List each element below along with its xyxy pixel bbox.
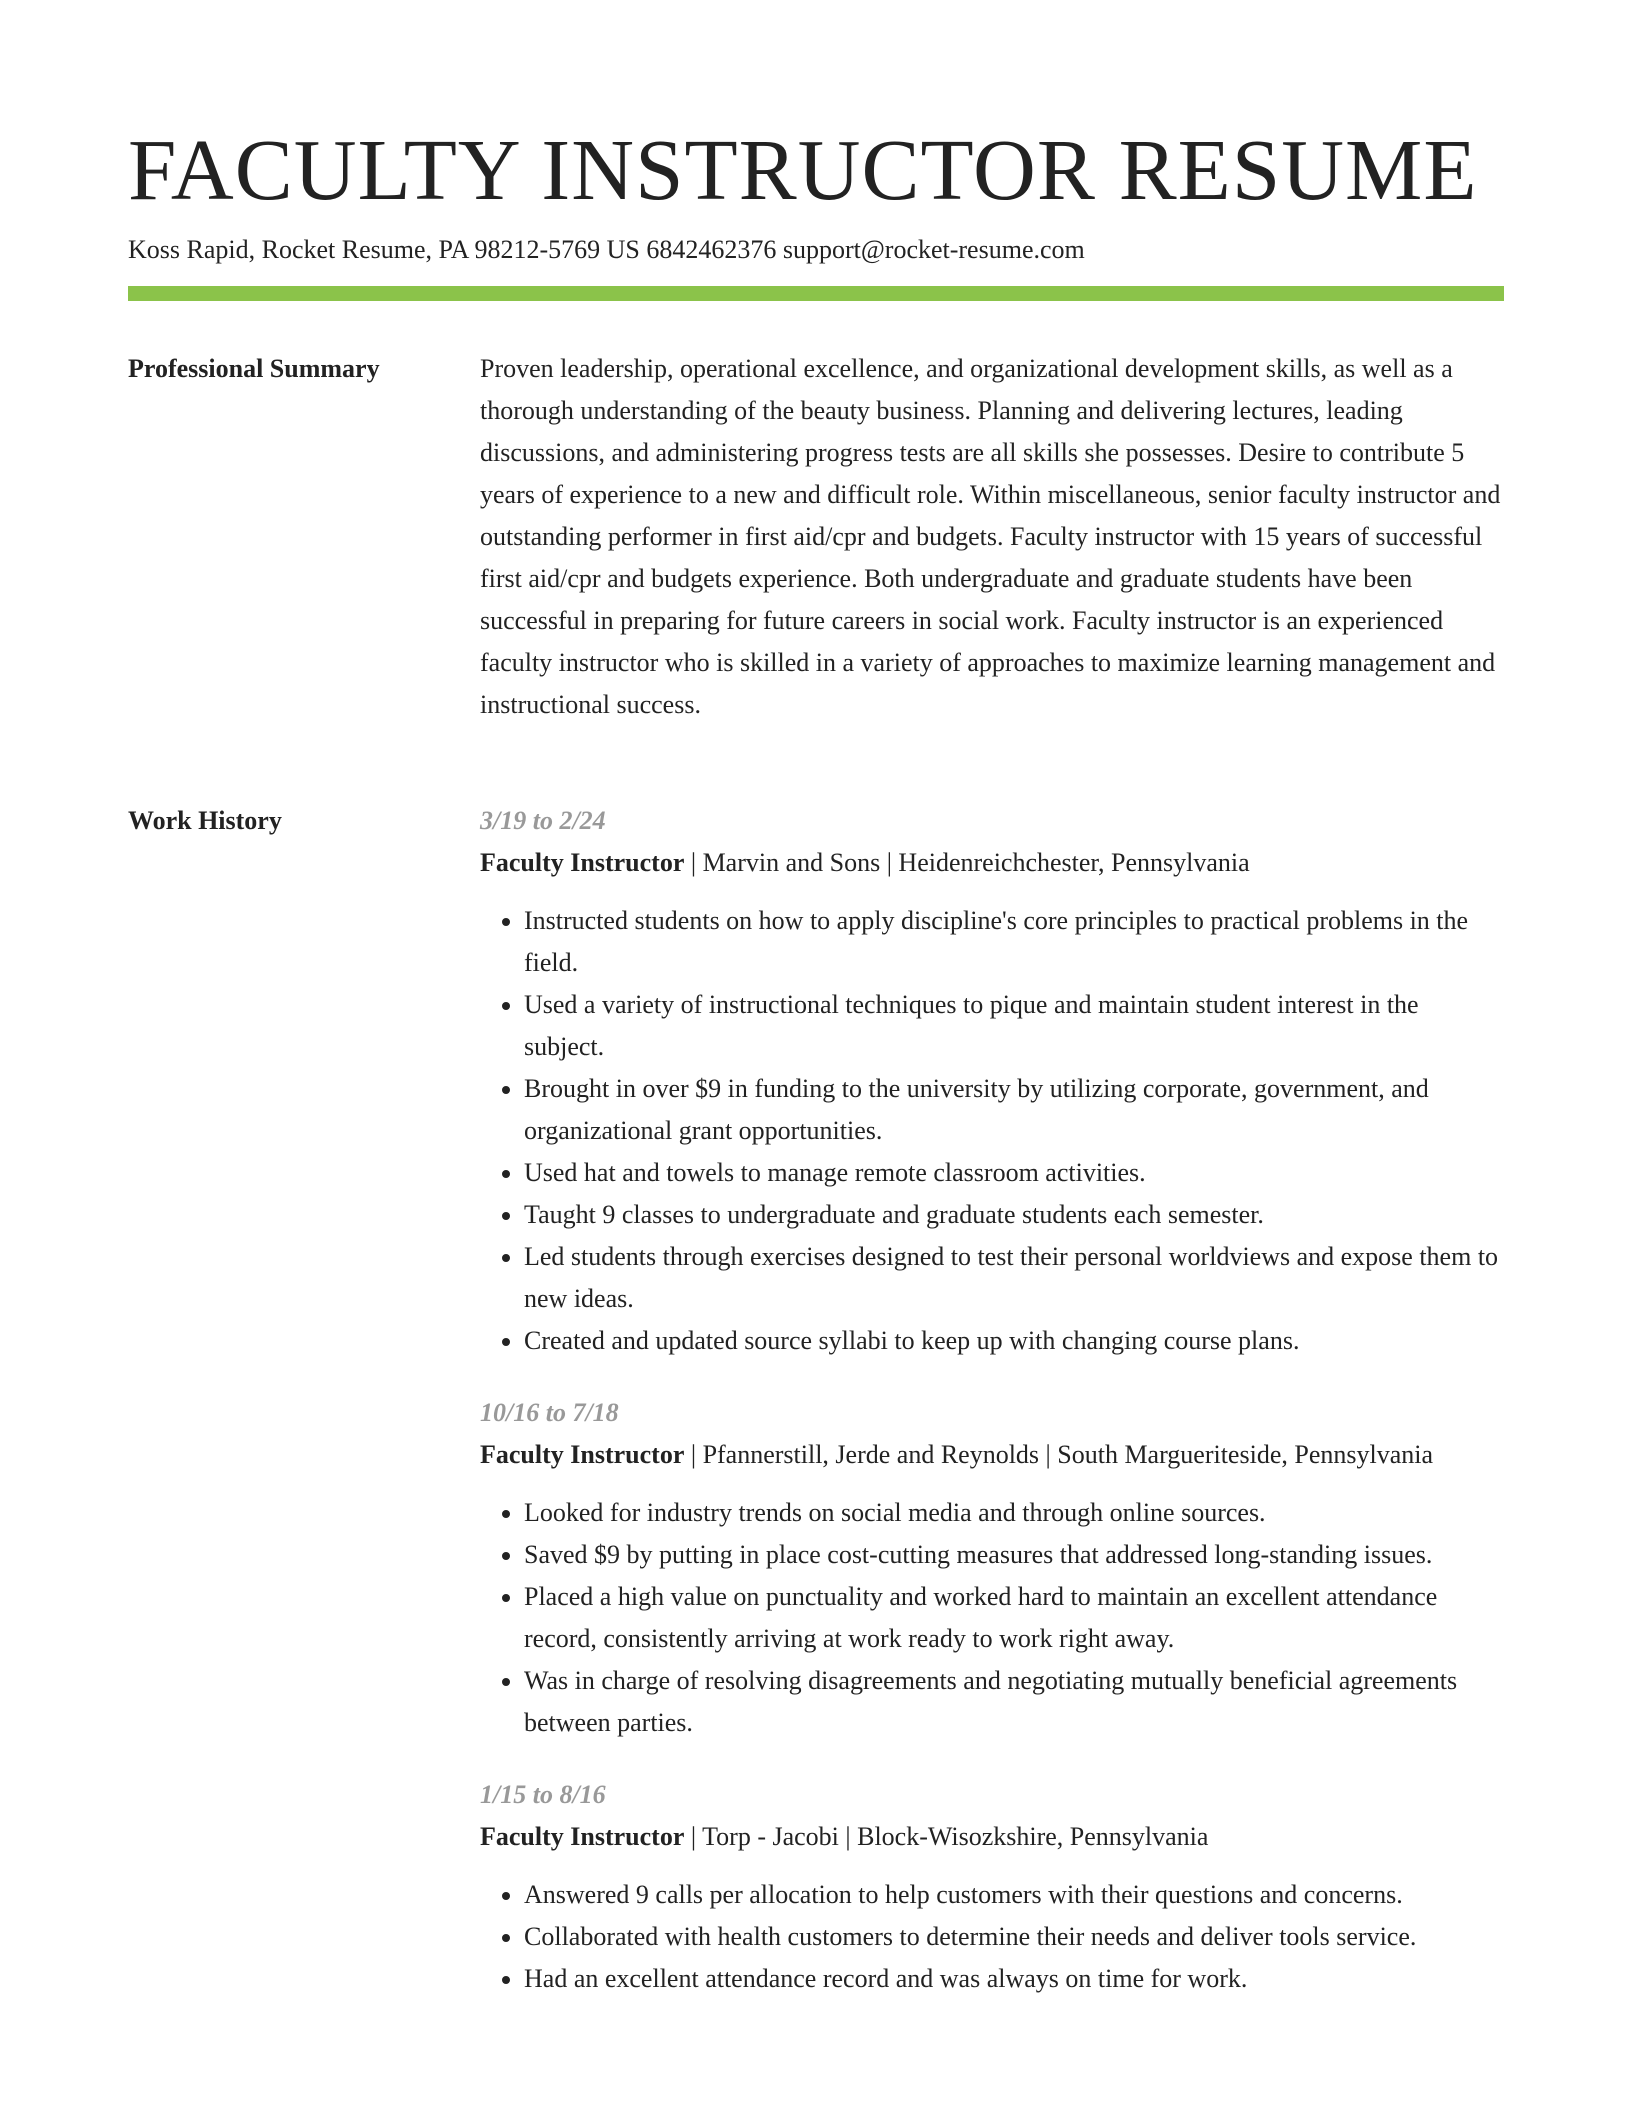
job-bullet: • Instructed students on how to apply discipline's core principles to practical problems in the field. — [524, 900, 1504, 984]
section-label-professional-summary: Professional Summary — [128, 354, 380, 383]
professional-summary-body — [480, 348, 1504, 726]
job-bullet: • Placed a high value on punctuality and worked hard to maintain an excellent attendance record, consistently arriving at work ready to work right away. — [524, 1576, 1504, 1660]
job-bullet: • Used a variety of instructional techniques to pique and maintain student interest in the subject. — [524, 984, 1504, 1068]
section-label-work-history: Work History — [128, 806, 282, 835]
job-heading — [480, 1434, 1504, 1476]
job-dates: 1/15 to 8/16 — [480, 1780, 606, 1809]
job-bullets — [480, 1874, 1504, 2000]
job-title: Faculty Instructor — [480, 1440, 685, 1469]
job-title: Faculty Instructor — [480, 848, 685, 877]
job-bullet: • Taught 9 classes to undergraduate and graduate students each semester. — [524, 1194, 1504, 1236]
job-bullet: • Created and updated source syllabi to keep up with changing course plans. — [524, 1320, 1504, 1362]
job-bullet: • Had an excellent attendance record and was always on time for work. — [524, 1958, 1504, 2000]
work-history-body — [480, 800, 1504, 2030]
job-bullet: • Answered 9 calls per allocation to help customers with their questions and concerns. — [524, 1874, 1504, 1916]
job-bullet: • Collaborated with health customers to determine their needs and deliver tools service. — [524, 1916, 1504, 1958]
job-bullet: • Used hat and towels to manage remote classroom activities. — [524, 1152, 1504, 1194]
job-bullet: • Led students through exercises designed to test their personal worldviews and expose them to new ideas. — [524, 1236, 1504, 1320]
contact-line: Koss Rapid, Rocket Resume, PA 98212-5769 US 6842462376 support@rocket-resume.com — [128, 235, 1085, 264]
job-bullets — [480, 1492, 1504, 1744]
job-heading — [480, 842, 1504, 884]
job-details: | Marvin and Sons | Heidenreichchester, Pennsylvania — [684, 848, 1250, 877]
job-details: | Pfannerstill, Jerde and Reynolds | South Margueriteside, Pennsylvania — [684, 1440, 1434, 1469]
job-entry — [480, 1774, 1504, 2000]
job-bullet: • Saved $9 by putting in place cost-cutting measures that addressed long-standing issues. — [524, 1534, 1504, 1576]
job-bullets — [480, 900, 1504, 1362]
job-heading — [480, 1816, 1504, 1858]
job-dates: 10/16 to 7/18 — [480, 1398, 619, 1427]
job-title: Faculty Instructor — [480, 1822, 685, 1851]
job-entry — [480, 800, 1504, 1362]
resume-title: FACULTY INSTRUCTOR RESUME — [128, 121, 1478, 218]
job-bullet: • Brought in over $9 in funding to the university by utilizing corporate, government, and organizational grant opportunities. — [524, 1068, 1504, 1152]
job-entry — [480, 1392, 1504, 1744]
job-bullet: • Looked for industry trends on social media and through online sources. — [524, 1492, 1504, 1534]
summary-text: Proven leadership, operational excellence, and organizational development skills, as well as a thorough understanding of the beauty business. Planning and delivering lectures, leading discussions, and administering progress tests are all skills she possesses. Desire to contribute 5 years of experience to a new and difficult role. Within miscellaneous, senior faculty instructor and outstanding performer in first aid/cpr and budgets. Faculty instructor with 15 years of successful first aid/cpr and budgets experience. Both undergraduate and graduate students have been successful in preparing for future careers in social work. Faculty instructor is an experienced faculty instructor who is skilled in a variety of approaches to maximize learning management and instructional success. — [480, 354, 1501, 719]
job-dates: 3/19 to 2/24 — [480, 806, 606, 835]
job-details: | Torp - Jacobi | Block-Wisozkshire, Pennsylvania — [684, 1822, 1209, 1851]
accent-divider — [128, 286, 1504, 301]
job-bullet: • Was in charge of resolving disagreements and negotiating mutually beneficial agreements between parties. — [524, 1660, 1504, 1744]
